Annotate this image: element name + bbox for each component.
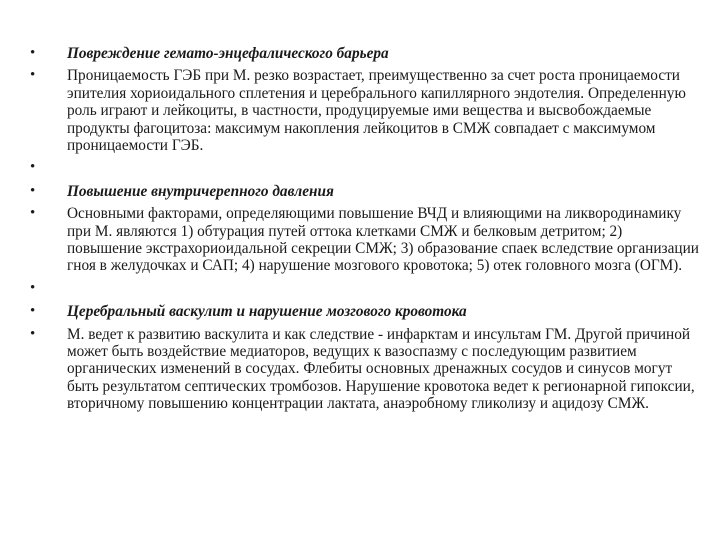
bullet-list xyxy=(30,45,700,418)
list-item-heading-bbb xyxy=(30,45,700,62)
list-item-heading-icp xyxy=(30,183,700,200)
paragraph-text: М. ведет к развитию васкулита и как следствие - инфарктам и инсультам ГМ. Другой причиной может быть воздействие медиаторов, ведущих к вазоспазму с последующим развитием органических изменений в сосудах. Флебиты основных дренажных сосудов и синусов могут быть результатом септических тромбозов. Нарушение кровотока ведет к регионарной гипоксии, вторичному повышению концентрации лактата, анаэробному гликолизу и ацидозу СМЖ. xyxy=(67,325,695,413)
list-item-body xyxy=(30,326,700,413)
section-heading: Повреждение гемато-энцефалического барьера xyxy=(67,45,389,62)
bullet-icon: • xyxy=(30,159,36,176)
bullet-icon: • xyxy=(30,45,36,61)
list-item-empty xyxy=(30,159,700,176)
list-item-body xyxy=(30,205,700,275)
bullet-icon: • xyxy=(30,67,36,84)
bullet-icon: • xyxy=(30,325,36,342)
section-heading: Церебральный васкулит и нарушение мозгового кровотока xyxy=(67,303,467,321)
bullet-icon: • xyxy=(30,279,36,296)
paragraph-text: Проницаемость ГЭБ при М. резко возрастает, преимущественно за счет роста проницаемости эпителия хориоидального сплетения и церебрального капиллярного эндотелия. Определенную роль играют и лейкоциты, в частности, продуцируемые ими вещества и высвобождаемые продукты фагоцитоза: максимум накопления лейкоцитов в СМЖ совпадает с максимумом проницаемости ГЭБ. xyxy=(67,67,686,155)
bullet-icon: • xyxy=(30,205,36,222)
paragraph-text: Основными факторами, определяющими повышение ВЧД и влияющими на ликвородинамику при М. являются 1) обтурация путей оттока клетками СМЖ и белковым детритом; 2) повышение экстрахориоидальной секреции СМЖ; 3) образование спаек вследствие организации гноя в желудочках и САП; 4) нарушение мозгового кровотока; 5) отек головного мозга (ОГМ). xyxy=(67,205,699,275)
bullet-icon: • xyxy=(30,182,36,199)
list-item-body xyxy=(30,67,700,154)
bullet-icon: • xyxy=(30,303,36,320)
list-item-empty xyxy=(30,280,700,297)
list-item-heading-vasculitis xyxy=(30,303,700,320)
section-heading: Повышение внутричерепного давления xyxy=(67,182,334,200)
